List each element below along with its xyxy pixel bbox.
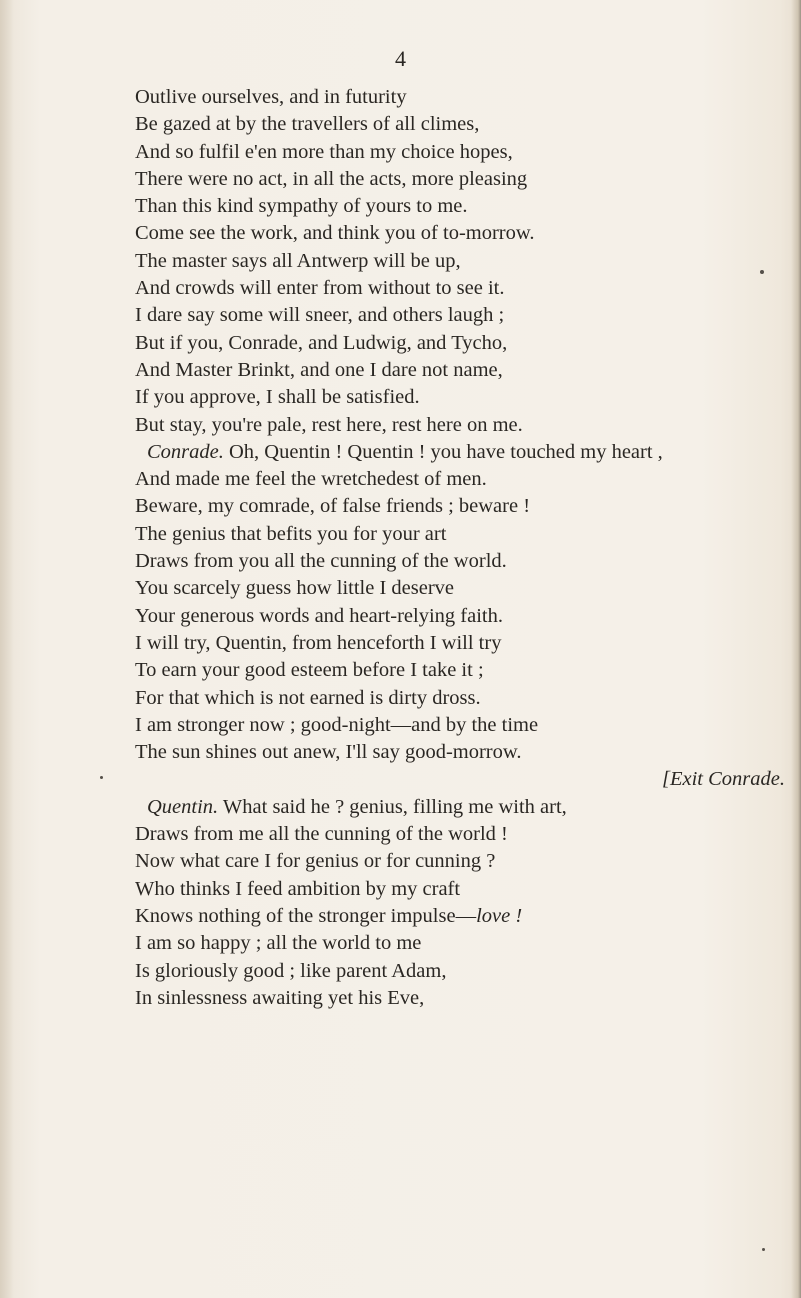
verse-line — [135, 848, 785, 875]
line-text: Draws from me all the cunning of the world ! — [135, 823, 508, 846]
ink-speck — [100, 776, 103, 779]
verse-line — [135, 603, 785, 630]
stage-direction: [Exit Conrade. — [662, 768, 785, 791]
line-text: Be gazed at by the travellers of all climes, — [135, 113, 480, 136]
verse-line — [135, 166, 785, 193]
line-text: The master says all Antwerp will be up, — [135, 249, 461, 272]
line-text: Is gloriously good ; like parent Adam, — [135, 959, 447, 982]
page-gutter-shadow — [0, 0, 14, 1298]
speaker-name: Quentin. — [147, 795, 219, 818]
line-text: The genius that befits you for your art — [135, 522, 447, 545]
verse-line — [135, 220, 785, 247]
line-text: I am stronger now ; good-night—and by the time — [135, 713, 539, 736]
verse-line — [135, 84, 785, 111]
verse-line — [135, 248, 785, 275]
verse-line — [135, 139, 785, 166]
verse-line — [135, 712, 785, 739]
page-edge — [791, 0, 801, 1298]
line-text: Than this kind sympathy of yours to me. — [135, 195, 468, 218]
verse-line — [135, 275, 785, 302]
line-text: What said he ? genius, filling me with art, — [218, 795, 567, 818]
verse-line — [135, 685, 785, 712]
line-text: To earn your good esteem before I take it ; — [135, 659, 484, 682]
line-text: And Master Brinkt, and one I dare not name, — [135, 358, 503, 381]
verse-line — [135, 876, 785, 903]
verse-line — [135, 739, 785, 766]
verse-line — [135, 466, 785, 493]
speech-line-quentin — [135, 794, 785, 821]
line-text: I dare say some will sneer, and others laugh ; — [135, 304, 505, 327]
line-text: And so fulfil e'en more than my choice hopes, — [135, 140, 513, 163]
page-number: 4 — [395, 46, 406, 71]
verse-line — [135, 357, 785, 384]
line-text: Your generous words and heart-relying faith. — [135, 604, 503, 627]
line-text: For that which is not earned is dirty dross. — [135, 686, 481, 709]
verse-line — [135, 548, 785, 575]
line-text: In sinlessness awaiting yet his Eve, — [135, 986, 425, 1009]
verse-line — [135, 958, 785, 985]
verse-line — [135, 193, 785, 220]
line-text: Who thinks I feed ambition by my craft — [135, 877, 461, 900]
verse-line — [135, 330, 785, 357]
line-text: Now what care I for genius or for cunning ? — [135, 850, 496, 873]
stage-direction-line — [135, 766, 785, 793]
verse-line — [135, 657, 785, 684]
line-text: But if you, Conrade, and Ludwig, and Tycho, — [135, 331, 508, 354]
ink-speck — [760, 270, 764, 274]
verse-line — [135, 493, 785, 520]
line-text: The sun shines out anew, I'll say good-morrow. — [135, 741, 522, 764]
line-text: Come see the work, and think you of to-morrow. — [135, 222, 535, 245]
speech-line-conrade — [135, 439, 785, 466]
line-text: Outlive ourselves, and in futurity — [135, 86, 407, 108]
verse-line — [135, 930, 785, 957]
verse-line — [135, 412, 785, 439]
verse-line — [135, 985, 785, 1012]
line-text: Beware, my comrade, of false friends ; beware ! — [135, 495, 531, 518]
line-text: And crowds will enter from without to see it. — [135, 277, 505, 300]
line-text: Draws from you all the cunning of the world. — [135, 550, 507, 573]
line-text: I am so happy ; all the world to me — [135, 932, 422, 955]
verse-line — [135, 111, 785, 138]
speaker-name: Conrade. — [147, 440, 224, 463]
verse-line — [135, 521, 785, 548]
line-text: And made me feel the wretchedest of men. — [135, 468, 487, 491]
verse-line — [135, 302, 785, 329]
line-text: There were no act, in all the acts, more pleasing — [135, 167, 528, 190]
line-text: Oh, Quentin ! Quentin ! you have touched my heart , — [223, 440, 663, 463]
verse-line — [135, 575, 785, 602]
verse-line — [135, 630, 785, 657]
verse-text — [135, 84, 785, 1012]
line-text: If you approve, I shall be satisfied. — [135, 386, 420, 409]
line-text: But stay, you're pale, rest here, rest here on me. — [135, 413, 523, 436]
ink-speck — [762, 1248, 765, 1251]
line-text: You scarcely guess how little I deserve — [135, 577, 455, 600]
verse-line — [135, 821, 785, 848]
verse-line — [135, 903, 785, 930]
line-text: Knows nothing of the stronger impulse— — [135, 904, 477, 927]
line-text: I will try, Quentin, from henceforth I will try — [135, 631, 502, 654]
verse-line — [135, 384, 785, 411]
italic-word: love ! — [476, 904, 523, 927]
